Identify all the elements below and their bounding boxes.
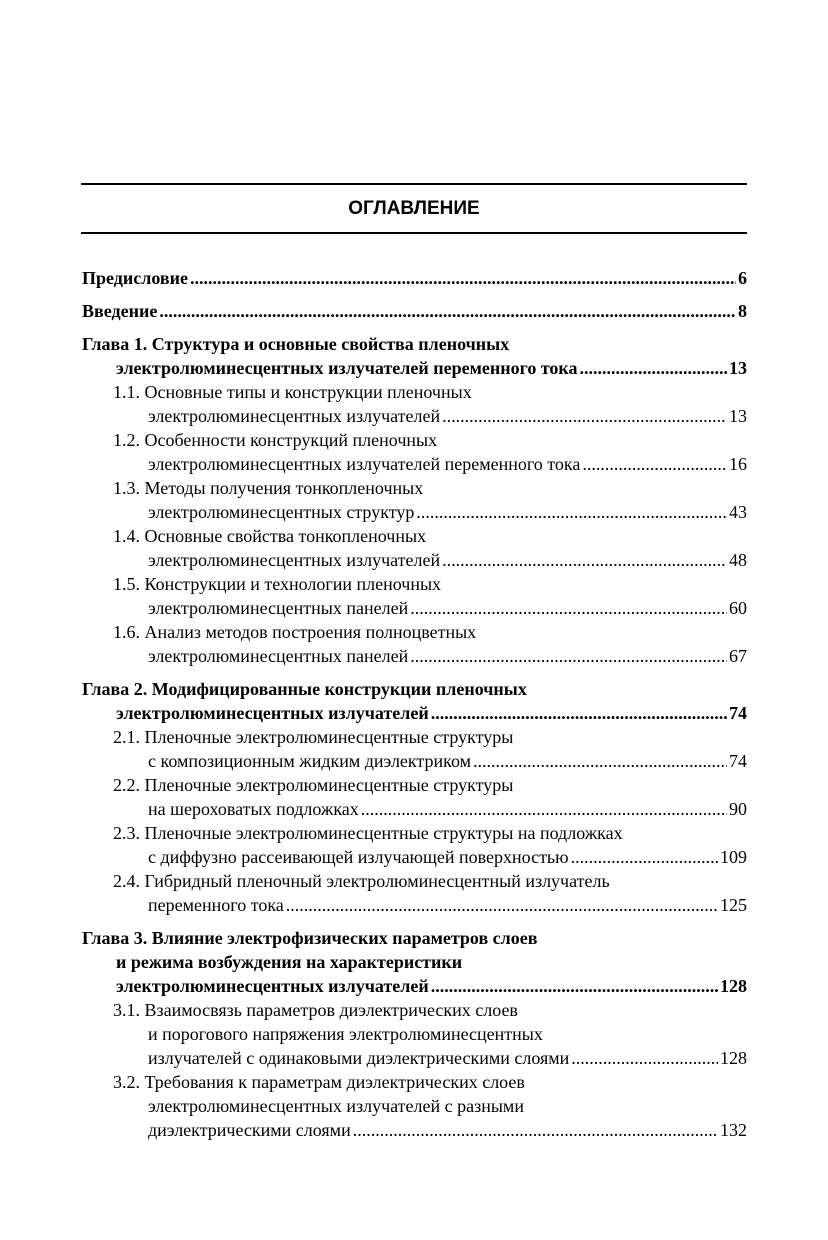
- dot-leader: [190, 266, 736, 290]
- toc-entry-title-line: излучателей с одинаковыми диэлектрическими слоями: [148, 1048, 570, 1068]
- toc-entry-front[interactable]: [82, 266, 747, 290]
- toc-entry-title-line: 2.4. Гибридный пленочный электролюминесцентный излучатель: [113, 871, 610, 891]
- toc-entry-title-line: Глава 1. Структура и основные свойства пленочных: [82, 334, 510, 354]
- toc-entry-section[interactable]: [82, 773, 747, 821]
- dot-leader: [473, 749, 727, 773]
- toc-page-number: 48: [729, 550, 747, 570]
- toc-entry-title-line: 1.2. Особенности конструкций пленочных: [113, 430, 438, 450]
- toc-entry-title-line: электролюминесцентных панелей: [148, 646, 409, 666]
- toc-entry-title-line: электролюминесцентных панелей: [148, 598, 409, 618]
- toc-entry-chapter[interactable]: [82, 926, 747, 998]
- toc-entry-title-line: 1.4. Основные свойства тонкопленочных: [113, 526, 427, 546]
- toc-entry-section[interactable]: [82, 380, 747, 428]
- toc-page-number: 90: [729, 799, 747, 819]
- toc-entry-section[interactable]: [82, 821, 747, 869]
- bottom-rule: [81, 232, 747, 234]
- toc-page-number: 16: [729, 454, 747, 474]
- dot-leader: [410, 596, 727, 620]
- toc-entry-title-line: Глава 2. Модифицированные конструкции пленочных: [82, 679, 527, 699]
- toc-entry-section[interactable]: [82, 524, 747, 572]
- toc-entry-section[interactable]: [82, 998, 747, 1070]
- toc-entry-title-line: 2.2. Пленочные электролюминесцентные структуры: [113, 775, 514, 795]
- dot-leader: [580, 356, 727, 380]
- toc-entry-title-line: 1.5. Конструкции и технологии пленочных: [113, 574, 442, 594]
- toc-page-number: 43: [729, 502, 747, 522]
- toc-entry-title-line: 1.1. Основные типы и конструкции пленочных: [113, 382, 472, 402]
- toc-entry-title-line: электролюминесцентных излучателей переменного тока: [148, 454, 581, 474]
- dot-leader: [410, 644, 727, 668]
- toc-entry-title-line: электролюминесцентных излучателей: [148, 550, 441, 570]
- toc-page-number: 109: [720, 847, 747, 867]
- toc-entry-title-line: диэлектрическими слоями: [148, 1120, 351, 1140]
- dot-leader: [353, 1118, 718, 1142]
- toc-entry-title-line: электролюминесцентных излучателей: [148, 406, 441, 426]
- toc-entry-section[interactable]: [82, 620, 747, 668]
- toc-page-number: 132: [720, 1120, 747, 1140]
- toc-page-number: 13: [729, 406, 747, 426]
- toc-entry-section[interactable]: [82, 572, 747, 620]
- dot-leader: [431, 974, 718, 998]
- toc-page-number: 125: [720, 895, 747, 915]
- toc-entry-title-line: 3.1. Взаимосвязь параметров диэлектрических слоев: [113, 1000, 518, 1020]
- toc-page-number: 6: [738, 268, 747, 288]
- toc-entry-section[interactable]: [82, 725, 747, 773]
- toc-entry-front[interactable]: [82, 299, 747, 323]
- toc-page-number: 128: [720, 1048, 747, 1068]
- toc-entry-title-line: 3.2. Требования к параметрам диэлектрических слоев: [113, 1072, 525, 1092]
- toc-page-number: 128: [720, 976, 747, 996]
- dot-leader: [286, 893, 718, 917]
- toc-entry-title-line: электролюминесцентных излучателей с разными: [148, 1096, 524, 1116]
- toc-page-number: 67: [729, 646, 747, 666]
- toc-page-number: 74: [729, 751, 747, 771]
- toc-entry-title-line: Предисловие: [82, 268, 188, 288]
- page-title: ОГЛАВЛЕНИЕ: [348, 198, 480, 219]
- toc-entry-title-line: 1.6. Анализ методов построения полноцветных: [113, 622, 477, 642]
- toc-entry-title-line: с композиционным жидким диэлектриком: [148, 751, 472, 771]
- toc-entry-title-line: на шероховатых подложках: [148, 799, 359, 819]
- dot-leader: [431, 701, 727, 725]
- toc-entry-section[interactable]: [82, 869, 747, 917]
- toc-entry-title-line: и порогового напряжения электролюминесцентных: [148, 1024, 543, 1044]
- dot-leader: [442, 548, 727, 572]
- toc-entry-title-line: 2.3. Пленочные электролюминесцентные структуры на подложках: [113, 823, 623, 843]
- toc-entry-title-line: 1.3. Методы получения тонкопленочных: [113, 478, 424, 498]
- toc-entry-title-line: электролюминесцентных излучателей переменного тока: [116, 358, 578, 378]
- toc-entry-title-line: электролюминесцентных излучателей: [116, 976, 429, 996]
- dot-leader: [361, 797, 727, 821]
- toc-entry-title-line: и режима возбуждения на характеристики: [116, 952, 463, 972]
- toc-entry-title-line: 2.1. Пленочные электролюминесцентные структуры: [113, 727, 514, 747]
- toc-page-number: 60: [729, 598, 747, 618]
- table-of-contents: [82, 266, 747, 1142]
- toc-entry-section[interactable]: [82, 1070, 747, 1142]
- toc-entry-section[interactable]: [82, 428, 747, 476]
- toc-entry-title-line: электролюминесцентных структур: [148, 502, 415, 522]
- toc-entry-title-line: Введение: [82, 301, 158, 321]
- toc-entry-chapter[interactable]: [82, 332, 747, 380]
- toc-entry-title-line: переменного тока: [148, 895, 284, 915]
- toc-page-number: 8: [738, 301, 747, 321]
- dot-leader: [582, 452, 727, 476]
- toc-entry-chapter[interactable]: [82, 677, 747, 725]
- dot-leader: [571, 845, 718, 869]
- dot-leader: [416, 500, 727, 524]
- toc-entry-title-line: Глава 3. Влияние электрофизических параметров слоев: [82, 928, 538, 948]
- dot-leader: [442, 404, 727, 428]
- dot-leader: [571, 1046, 718, 1070]
- toc-entry-title-line: с диффузно рассеивающей излучающей поверхностью: [148, 847, 569, 867]
- top-rule: [81, 183, 747, 185]
- toc-entry-section[interactable]: [82, 476, 747, 524]
- dot-leader: [159, 299, 736, 323]
- toc-page-number: 13: [729, 358, 747, 378]
- toc-page-number: 74: [729, 703, 747, 723]
- toc-entry-title-line: электролюминесцентных излучателей: [116, 703, 429, 723]
